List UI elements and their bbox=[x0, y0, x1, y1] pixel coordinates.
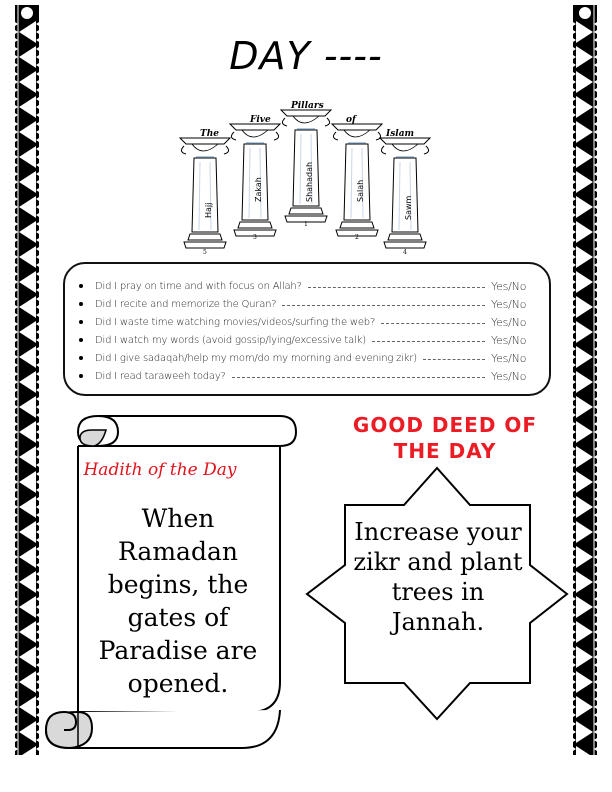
triangle-pattern-icon bbox=[573, 5, 597, 755]
dashed-leader bbox=[282, 305, 485, 306]
good-deed-text: Increase your zikr and plant trees in Jannah. bbox=[353, 518, 523, 636]
good-deed-heading-line1: GOOD DEED OF bbox=[352, 413, 538, 437]
hadith-text: When Ramadan begins, the gates of Paradise are opened. bbox=[98, 504, 258, 698]
yes-no-answer[interactable]: Yes/No bbox=[491, 333, 527, 347]
pillar-number-zakah: 3 bbox=[253, 234, 257, 241]
daily-checklist bbox=[63, 262, 551, 396]
pillar-heading-of: of bbox=[346, 115, 356, 125]
checklist-item bbox=[79, 295, 535, 313]
page-title: DAY ---- bbox=[229, 34, 383, 78]
checklist-item bbox=[79, 349, 535, 367]
yes-no-answer[interactable]: Yes/No bbox=[491, 279, 527, 293]
dashed-leader bbox=[232, 377, 485, 378]
pillar-number-shahadah: 1 bbox=[304, 221, 308, 228]
pillar-heading-the: The bbox=[200, 129, 219, 139]
yes-no-answer[interactable]: Yes/No bbox=[491, 351, 527, 365]
five-pillars-illustration bbox=[178, 92, 434, 260]
dashed-leader bbox=[372, 341, 485, 342]
checklist-question: Did I recite and memorize the Quran? bbox=[95, 298, 277, 310]
yes-no-answer[interactable]: Yes/No bbox=[491, 315, 527, 329]
pillar-label-zakah: Zakah bbox=[254, 177, 263, 202]
hadith-heading: Hadith of the Day bbox=[83, 460, 237, 480]
pillar-label-hajj: Hajj bbox=[204, 202, 213, 218]
bullet-icon bbox=[79, 356, 83, 360]
pillar-number-hajj: 5 bbox=[203, 249, 207, 256]
pillar-number-salah: 2 bbox=[355, 234, 359, 241]
dashed-leader bbox=[423, 359, 485, 360]
pillar-label-shahadah: Shahadah bbox=[305, 161, 314, 202]
checklist-question: Did I read taraweeh today? bbox=[95, 370, 226, 382]
bullet-icon bbox=[79, 338, 83, 342]
checklist-question: Did I watch my words (avoid gossip/lying/excessive talk) bbox=[95, 334, 366, 346]
pillar-label-sawm: Sawm bbox=[404, 195, 413, 220]
checklist-question: Did I give sadaqah/help my mom/do my morning and evening zikr) bbox=[95, 352, 417, 364]
pillar-column-hajj bbox=[180, 138, 230, 248]
pillar-number-sawm: 4 bbox=[403, 249, 407, 256]
right-decorative-border bbox=[573, 5, 597, 755]
bullet-icon bbox=[79, 374, 83, 378]
bullet-icon bbox=[79, 320, 83, 324]
checklist-item bbox=[79, 313, 535, 331]
left-decorative-border bbox=[15, 5, 39, 755]
triangle-pattern-icon bbox=[15, 5, 39, 755]
good-deed-heading bbox=[340, 412, 550, 464]
pillar-column-sawm bbox=[380, 138, 430, 248]
good-deed-heading-line2: THE DAY bbox=[393, 439, 497, 463]
checklist-item bbox=[79, 331, 535, 349]
checklist-question: Did I pray on time and with focus on Allah? bbox=[95, 280, 302, 292]
pillar-label-salah: Salah bbox=[356, 179, 365, 202]
yes-no-answer[interactable]: Yes/No bbox=[491, 369, 527, 383]
pillar-heading-islam: Islam bbox=[386, 129, 415, 139]
checklist-item bbox=[79, 277, 535, 295]
bullet-icon bbox=[79, 284, 83, 288]
checklist-item bbox=[79, 367, 535, 385]
dashed-leader bbox=[308, 287, 485, 288]
pillar-heading-pillars: Pillars bbox=[291, 101, 324, 111]
bullet-icon bbox=[79, 302, 83, 306]
pillar-heading-five: Five bbox=[250, 115, 271, 125]
yes-no-answer[interactable]: Yes/No bbox=[491, 297, 527, 311]
dashed-leader bbox=[381, 323, 485, 324]
checklist-question: Did I waste time watching movies/videos/surfing the web? bbox=[95, 316, 376, 328]
